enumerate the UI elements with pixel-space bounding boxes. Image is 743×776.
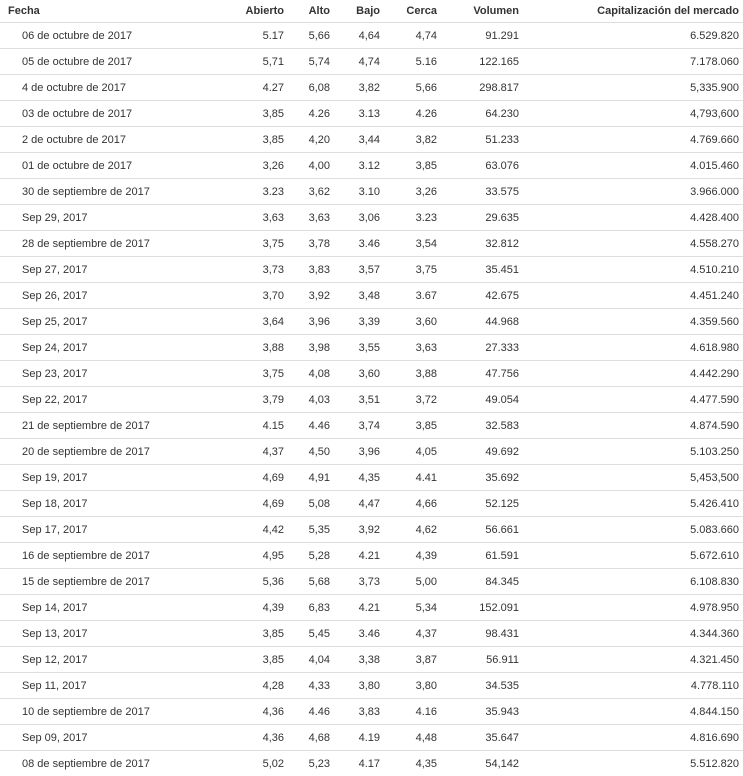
table-row bbox=[0, 387, 743, 413]
table-row bbox=[0, 517, 743, 543]
cell-date: 2 de octubre de 2017 bbox=[0, 127, 198, 153]
cell-high: 5,28 bbox=[288, 543, 334, 569]
table-row bbox=[0, 361, 743, 387]
cell-market-cap: 4.015.460 bbox=[523, 153, 743, 179]
table-row bbox=[0, 153, 743, 179]
cell-open: 3,85 bbox=[198, 621, 288, 647]
cell-low: 3.13 bbox=[334, 101, 384, 127]
cell-close: 4,37 bbox=[384, 621, 441, 647]
cell-low: 3,57 bbox=[334, 257, 384, 283]
header-volume[interactable]: Volumen bbox=[441, 0, 523, 23]
cell-close: 3,75 bbox=[384, 257, 441, 283]
cell-market-cap: 7.178.060 bbox=[523, 49, 743, 75]
cell-open: 3,85 bbox=[198, 127, 288, 153]
cell-close: 4,48 bbox=[384, 725, 441, 751]
cell-low: 4,74 bbox=[334, 49, 384, 75]
cell-open: 4.15 bbox=[198, 413, 288, 439]
cell-market-cap: 4.874.590 bbox=[523, 413, 743, 439]
cell-open: 3,70 bbox=[198, 283, 288, 309]
cell-high: 3,78 bbox=[288, 231, 334, 257]
cell-close: 4.41 bbox=[384, 465, 441, 491]
cell-open: 3,64 bbox=[198, 309, 288, 335]
cell-close: 3,85 bbox=[384, 153, 441, 179]
cell-market-cap: 4.510.210 bbox=[523, 257, 743, 283]
cell-volume: 122.165 bbox=[441, 49, 523, 75]
cell-market-cap: 4.428.400 bbox=[523, 205, 743, 231]
cell-volume: 35.692 bbox=[441, 465, 523, 491]
cell-date: Sep 11, 2017 bbox=[0, 673, 198, 699]
cell-date: Sep 29, 2017 bbox=[0, 205, 198, 231]
cell-low: 4.21 bbox=[334, 595, 384, 621]
cell-market-cap: 5.083.660 bbox=[523, 517, 743, 543]
cell-low: 3,74 bbox=[334, 413, 384, 439]
cell-high: 6,83 bbox=[288, 595, 334, 621]
cell-high: 3,62 bbox=[288, 179, 334, 205]
table-row bbox=[0, 751, 743, 776]
cell-high: 5,23 bbox=[288, 751, 334, 776]
cell-open: 4,39 bbox=[198, 595, 288, 621]
cell-date: Sep 17, 2017 bbox=[0, 517, 198, 543]
cell-market-cap: 5,453,500 bbox=[523, 465, 743, 491]
cell-high: 4,08 bbox=[288, 361, 334, 387]
cell-open: 4,69 bbox=[198, 465, 288, 491]
cell-open: 5,36 bbox=[198, 569, 288, 595]
cell-market-cap: 4.769.660 bbox=[523, 127, 743, 153]
header-high[interactable]: Alto bbox=[288, 0, 334, 23]
cell-low: 3,44 bbox=[334, 127, 384, 153]
cell-open: 3,85 bbox=[198, 101, 288, 127]
cell-high: 3,63 bbox=[288, 205, 334, 231]
cell-high: 4,20 bbox=[288, 127, 334, 153]
cell-low: 3,39 bbox=[334, 309, 384, 335]
cell-open: 3,85 bbox=[198, 647, 288, 673]
cell-low: 3.12 bbox=[334, 153, 384, 179]
cell-market-cap: 4.344.360 bbox=[523, 621, 743, 647]
cell-date: 30 de septiembre de 2017 bbox=[0, 179, 198, 205]
cell-close: 4.26 bbox=[384, 101, 441, 127]
table-row bbox=[0, 75, 743, 101]
cell-low: 3.46 bbox=[334, 231, 384, 257]
table-row bbox=[0, 231, 743, 257]
cell-volume: 91.291 bbox=[441, 23, 523, 49]
cell-market-cap: 6.529.820 bbox=[523, 23, 743, 49]
cell-close: 4,35 bbox=[384, 751, 441, 776]
cell-open: 3,73 bbox=[198, 257, 288, 283]
cell-open: 5,02 bbox=[198, 751, 288, 776]
cell-close: 4,66 bbox=[384, 491, 441, 517]
cell-market-cap: 6.108.830 bbox=[523, 569, 743, 595]
cell-volume: 47.756 bbox=[441, 361, 523, 387]
cell-high: 5,45 bbox=[288, 621, 334, 647]
cell-low: 3.10 bbox=[334, 179, 384, 205]
cell-volume: 84.345 bbox=[441, 569, 523, 595]
cell-open: 4,42 bbox=[198, 517, 288, 543]
cell-close: 3.23 bbox=[384, 205, 441, 231]
cell-date: Sep 13, 2017 bbox=[0, 621, 198, 647]
cell-high: 4,03 bbox=[288, 387, 334, 413]
cell-high: 3,98 bbox=[288, 335, 334, 361]
cell-high: 4,33 bbox=[288, 673, 334, 699]
cell-date: Sep 27, 2017 bbox=[0, 257, 198, 283]
cell-high: 6,08 bbox=[288, 75, 334, 101]
cell-close: 4,05 bbox=[384, 439, 441, 465]
cell-close: 5,66 bbox=[384, 75, 441, 101]
cell-open: 4,69 bbox=[198, 491, 288, 517]
cell-high: 3,92 bbox=[288, 283, 334, 309]
cell-market-cap: 3.966.000 bbox=[523, 179, 743, 205]
cell-date: Sep 09, 2017 bbox=[0, 725, 198, 751]
cell-close: 5,34 bbox=[384, 595, 441, 621]
cell-volume: 42.675 bbox=[441, 283, 523, 309]
cell-high: 4.46 bbox=[288, 699, 334, 725]
cell-low: 3,80 bbox=[334, 673, 384, 699]
table-row bbox=[0, 205, 743, 231]
cell-volume: 34.535 bbox=[441, 673, 523, 699]
cell-volume: 152.091 bbox=[441, 595, 523, 621]
cell-high: 3,96 bbox=[288, 309, 334, 335]
cell-low: 3,60 bbox=[334, 361, 384, 387]
cell-date: Sep 26, 2017 bbox=[0, 283, 198, 309]
cell-low: 4.17 bbox=[334, 751, 384, 776]
header-market-cap[interactable]: Capitalización del mercado bbox=[523, 0, 743, 23]
cell-date: 10 de septiembre de 2017 bbox=[0, 699, 198, 725]
cell-volume: 64.230 bbox=[441, 101, 523, 127]
cell-volume: 32.812 bbox=[441, 231, 523, 257]
table-row bbox=[0, 413, 743, 439]
cell-close: 3,72 bbox=[384, 387, 441, 413]
cell-high: 4,91 bbox=[288, 465, 334, 491]
cell-low: 3,82 bbox=[334, 75, 384, 101]
cell-date: 4 de octubre de 2017 bbox=[0, 75, 198, 101]
cell-high: 5,68 bbox=[288, 569, 334, 595]
cell-date: Sep 14, 2017 bbox=[0, 595, 198, 621]
cell-open: 3,75 bbox=[198, 361, 288, 387]
cell-volume: 33.575 bbox=[441, 179, 523, 205]
cell-close: 3,82 bbox=[384, 127, 441, 153]
cell-close: 3.67 bbox=[384, 283, 441, 309]
cell-market-cap: 4.321.450 bbox=[523, 647, 743, 673]
cell-date: 16 de septiembre de 2017 bbox=[0, 543, 198, 569]
cell-market-cap: 5.426.410 bbox=[523, 491, 743, 517]
cell-close: 3,54 bbox=[384, 231, 441, 257]
cell-close: 3,88 bbox=[384, 361, 441, 387]
cell-market-cap: 4.618.980 bbox=[523, 335, 743, 361]
table-row bbox=[0, 621, 743, 647]
cell-close: 3,63 bbox=[384, 335, 441, 361]
cell-open: 4,37 bbox=[198, 439, 288, 465]
cell-market-cap: 5.512.820 bbox=[523, 751, 743, 776]
cell-low: 3,51 bbox=[334, 387, 384, 413]
cell-date: Sep 19, 2017 bbox=[0, 465, 198, 491]
table-row bbox=[0, 569, 743, 595]
table-row bbox=[0, 725, 743, 751]
cell-open: 3,75 bbox=[198, 231, 288, 257]
cell-open: 4,28 bbox=[198, 673, 288, 699]
header-date[interactable]: Fecha bbox=[0, 0, 198, 23]
table-body bbox=[0, 23, 743, 776]
cell-close: 3,26 bbox=[384, 179, 441, 205]
table-row bbox=[0, 595, 743, 621]
cell-volume: 27.333 bbox=[441, 335, 523, 361]
cell-volume: 44.968 bbox=[441, 309, 523, 335]
cell-date: 05 de octubre de 2017 bbox=[0, 49, 198, 75]
cell-high: 3,83 bbox=[288, 257, 334, 283]
cell-close: 4,74 bbox=[384, 23, 441, 49]
cell-high: 4,04 bbox=[288, 647, 334, 673]
cell-volume: 63.076 bbox=[441, 153, 523, 179]
cell-volume: 51.233 bbox=[441, 127, 523, 153]
cell-volume: 49.054 bbox=[441, 387, 523, 413]
cell-volume: 32.583 bbox=[441, 413, 523, 439]
cell-high: 4,68 bbox=[288, 725, 334, 751]
cell-market-cap: 4,793,600 bbox=[523, 101, 743, 127]
table-row bbox=[0, 101, 743, 127]
cell-date: Sep 22, 2017 bbox=[0, 387, 198, 413]
cell-high: 4,00 bbox=[288, 153, 334, 179]
cell-volume: 35.451 bbox=[441, 257, 523, 283]
cell-open: 3.23 bbox=[198, 179, 288, 205]
cell-market-cap: 5.103.250 bbox=[523, 439, 743, 465]
cell-volume: 35.647 bbox=[441, 725, 523, 751]
cell-close: 3,60 bbox=[384, 309, 441, 335]
cell-low: 3,96 bbox=[334, 439, 384, 465]
cell-high: 5,66 bbox=[288, 23, 334, 49]
cell-date: 03 de octubre de 2017 bbox=[0, 101, 198, 127]
cell-low: 3,38 bbox=[334, 647, 384, 673]
table-row bbox=[0, 647, 743, 673]
cell-low: 4,47 bbox=[334, 491, 384, 517]
cell-open: 4,36 bbox=[198, 699, 288, 725]
table-row bbox=[0, 439, 743, 465]
cell-volume: 56.661 bbox=[441, 517, 523, 543]
cell-volume: 298.817 bbox=[441, 75, 523, 101]
cell-low: 4.19 bbox=[334, 725, 384, 751]
cell-high: 5,74 bbox=[288, 49, 334, 75]
cell-market-cap: 4.558.270 bbox=[523, 231, 743, 257]
header-close[interactable]: Cerca bbox=[384, 0, 441, 23]
cell-high: 5,08 bbox=[288, 491, 334, 517]
cell-date: Sep 18, 2017 bbox=[0, 491, 198, 517]
cell-high: 4.26 bbox=[288, 101, 334, 127]
cell-close: 4,39 bbox=[384, 543, 441, 569]
cell-open: 5.17 bbox=[198, 23, 288, 49]
cell-low: 3.46 bbox=[334, 621, 384, 647]
cell-close: 4,62 bbox=[384, 517, 441, 543]
cell-market-cap: 4.778.110 bbox=[523, 673, 743, 699]
cell-volume: 98.431 bbox=[441, 621, 523, 647]
cell-volume: 52.125 bbox=[441, 491, 523, 517]
cell-low: 4,64 bbox=[334, 23, 384, 49]
cell-open: 3,88 bbox=[198, 335, 288, 361]
cell-volume: 35.943 bbox=[441, 699, 523, 725]
table-header bbox=[0, 0, 743, 23]
table-row bbox=[0, 309, 743, 335]
table-row bbox=[0, 127, 743, 153]
cell-market-cap: 4.816.690 bbox=[523, 725, 743, 751]
cell-close: 3,85 bbox=[384, 413, 441, 439]
cell-market-cap: 4.359.560 bbox=[523, 309, 743, 335]
cell-high: 4.46 bbox=[288, 413, 334, 439]
cell-low: 3,55 bbox=[334, 335, 384, 361]
cell-date: 06 de octubre de 2017 bbox=[0, 23, 198, 49]
cell-open: 3,79 bbox=[198, 387, 288, 413]
header-row bbox=[0, 0, 743, 23]
table-row bbox=[0, 699, 743, 725]
cell-open: 4,36 bbox=[198, 725, 288, 751]
cell-open: 3,26 bbox=[198, 153, 288, 179]
cell-date: Sep 23, 2017 bbox=[0, 361, 198, 387]
header-open[interactable]: Abierto bbox=[198, 0, 288, 23]
table-row bbox=[0, 673, 743, 699]
cell-low: 4,35 bbox=[334, 465, 384, 491]
cell-open: 3,63 bbox=[198, 205, 288, 231]
cell-date: 20 de septiembre de 2017 bbox=[0, 439, 198, 465]
table-row bbox=[0, 335, 743, 361]
cell-date: Sep 25, 2017 bbox=[0, 309, 198, 335]
cell-volume: 49.692 bbox=[441, 439, 523, 465]
table-row bbox=[0, 23, 743, 49]
cell-market-cap: 5.672.610 bbox=[523, 543, 743, 569]
cell-date: 21 de septiembre de 2017 bbox=[0, 413, 198, 439]
cell-market-cap: 4.978.950 bbox=[523, 595, 743, 621]
cell-open: 4,95 bbox=[198, 543, 288, 569]
cell-date: Sep 12, 2017 bbox=[0, 647, 198, 673]
cell-close: 3,87 bbox=[384, 647, 441, 673]
cell-low: 3,73 bbox=[334, 569, 384, 595]
cell-date: 15 de septiembre de 2017 bbox=[0, 569, 198, 595]
table-row bbox=[0, 465, 743, 491]
cell-volume: 56.911 bbox=[441, 647, 523, 673]
cell-high: 5,35 bbox=[288, 517, 334, 543]
cell-market-cap: 5,335.900 bbox=[523, 75, 743, 101]
cell-market-cap: 4.844.150 bbox=[523, 699, 743, 725]
table-row bbox=[0, 179, 743, 205]
cell-low: 3,06 bbox=[334, 205, 384, 231]
cell-close: 4.16 bbox=[384, 699, 441, 725]
header-low[interactable]: Bajo bbox=[334, 0, 384, 23]
cell-low: 3,83 bbox=[334, 699, 384, 725]
cell-low: 4.21 bbox=[334, 543, 384, 569]
cell-low: 3,48 bbox=[334, 283, 384, 309]
cell-date: 28 de septiembre de 2017 bbox=[0, 231, 198, 257]
table-row bbox=[0, 283, 743, 309]
cell-open: 5,71 bbox=[198, 49, 288, 75]
cell-volume: 61.591 bbox=[441, 543, 523, 569]
table-row bbox=[0, 491, 743, 517]
table-row bbox=[0, 257, 743, 283]
cell-date: 01 de octubre de 2017 bbox=[0, 153, 198, 179]
cell-high: 4,50 bbox=[288, 439, 334, 465]
cell-market-cap: 4.477.590 bbox=[523, 387, 743, 413]
cell-market-cap: 4.442.290 bbox=[523, 361, 743, 387]
table-row bbox=[0, 543, 743, 569]
cell-volume: 54,142 bbox=[441, 751, 523, 776]
cell-low: 3,92 bbox=[334, 517, 384, 543]
cell-close: 5,00 bbox=[384, 569, 441, 595]
cell-close: 3,80 bbox=[384, 673, 441, 699]
cell-volume: 29.635 bbox=[441, 205, 523, 231]
table-row bbox=[0, 49, 743, 75]
cell-market-cap: 4.451.240 bbox=[523, 283, 743, 309]
cell-date: 08 de septiembre de 2017 bbox=[0, 751, 198, 776]
cell-close: 5.16 bbox=[384, 49, 441, 75]
cell-date: Sep 24, 2017 bbox=[0, 335, 198, 361]
cell-open: 4.27 bbox=[198, 75, 288, 101]
